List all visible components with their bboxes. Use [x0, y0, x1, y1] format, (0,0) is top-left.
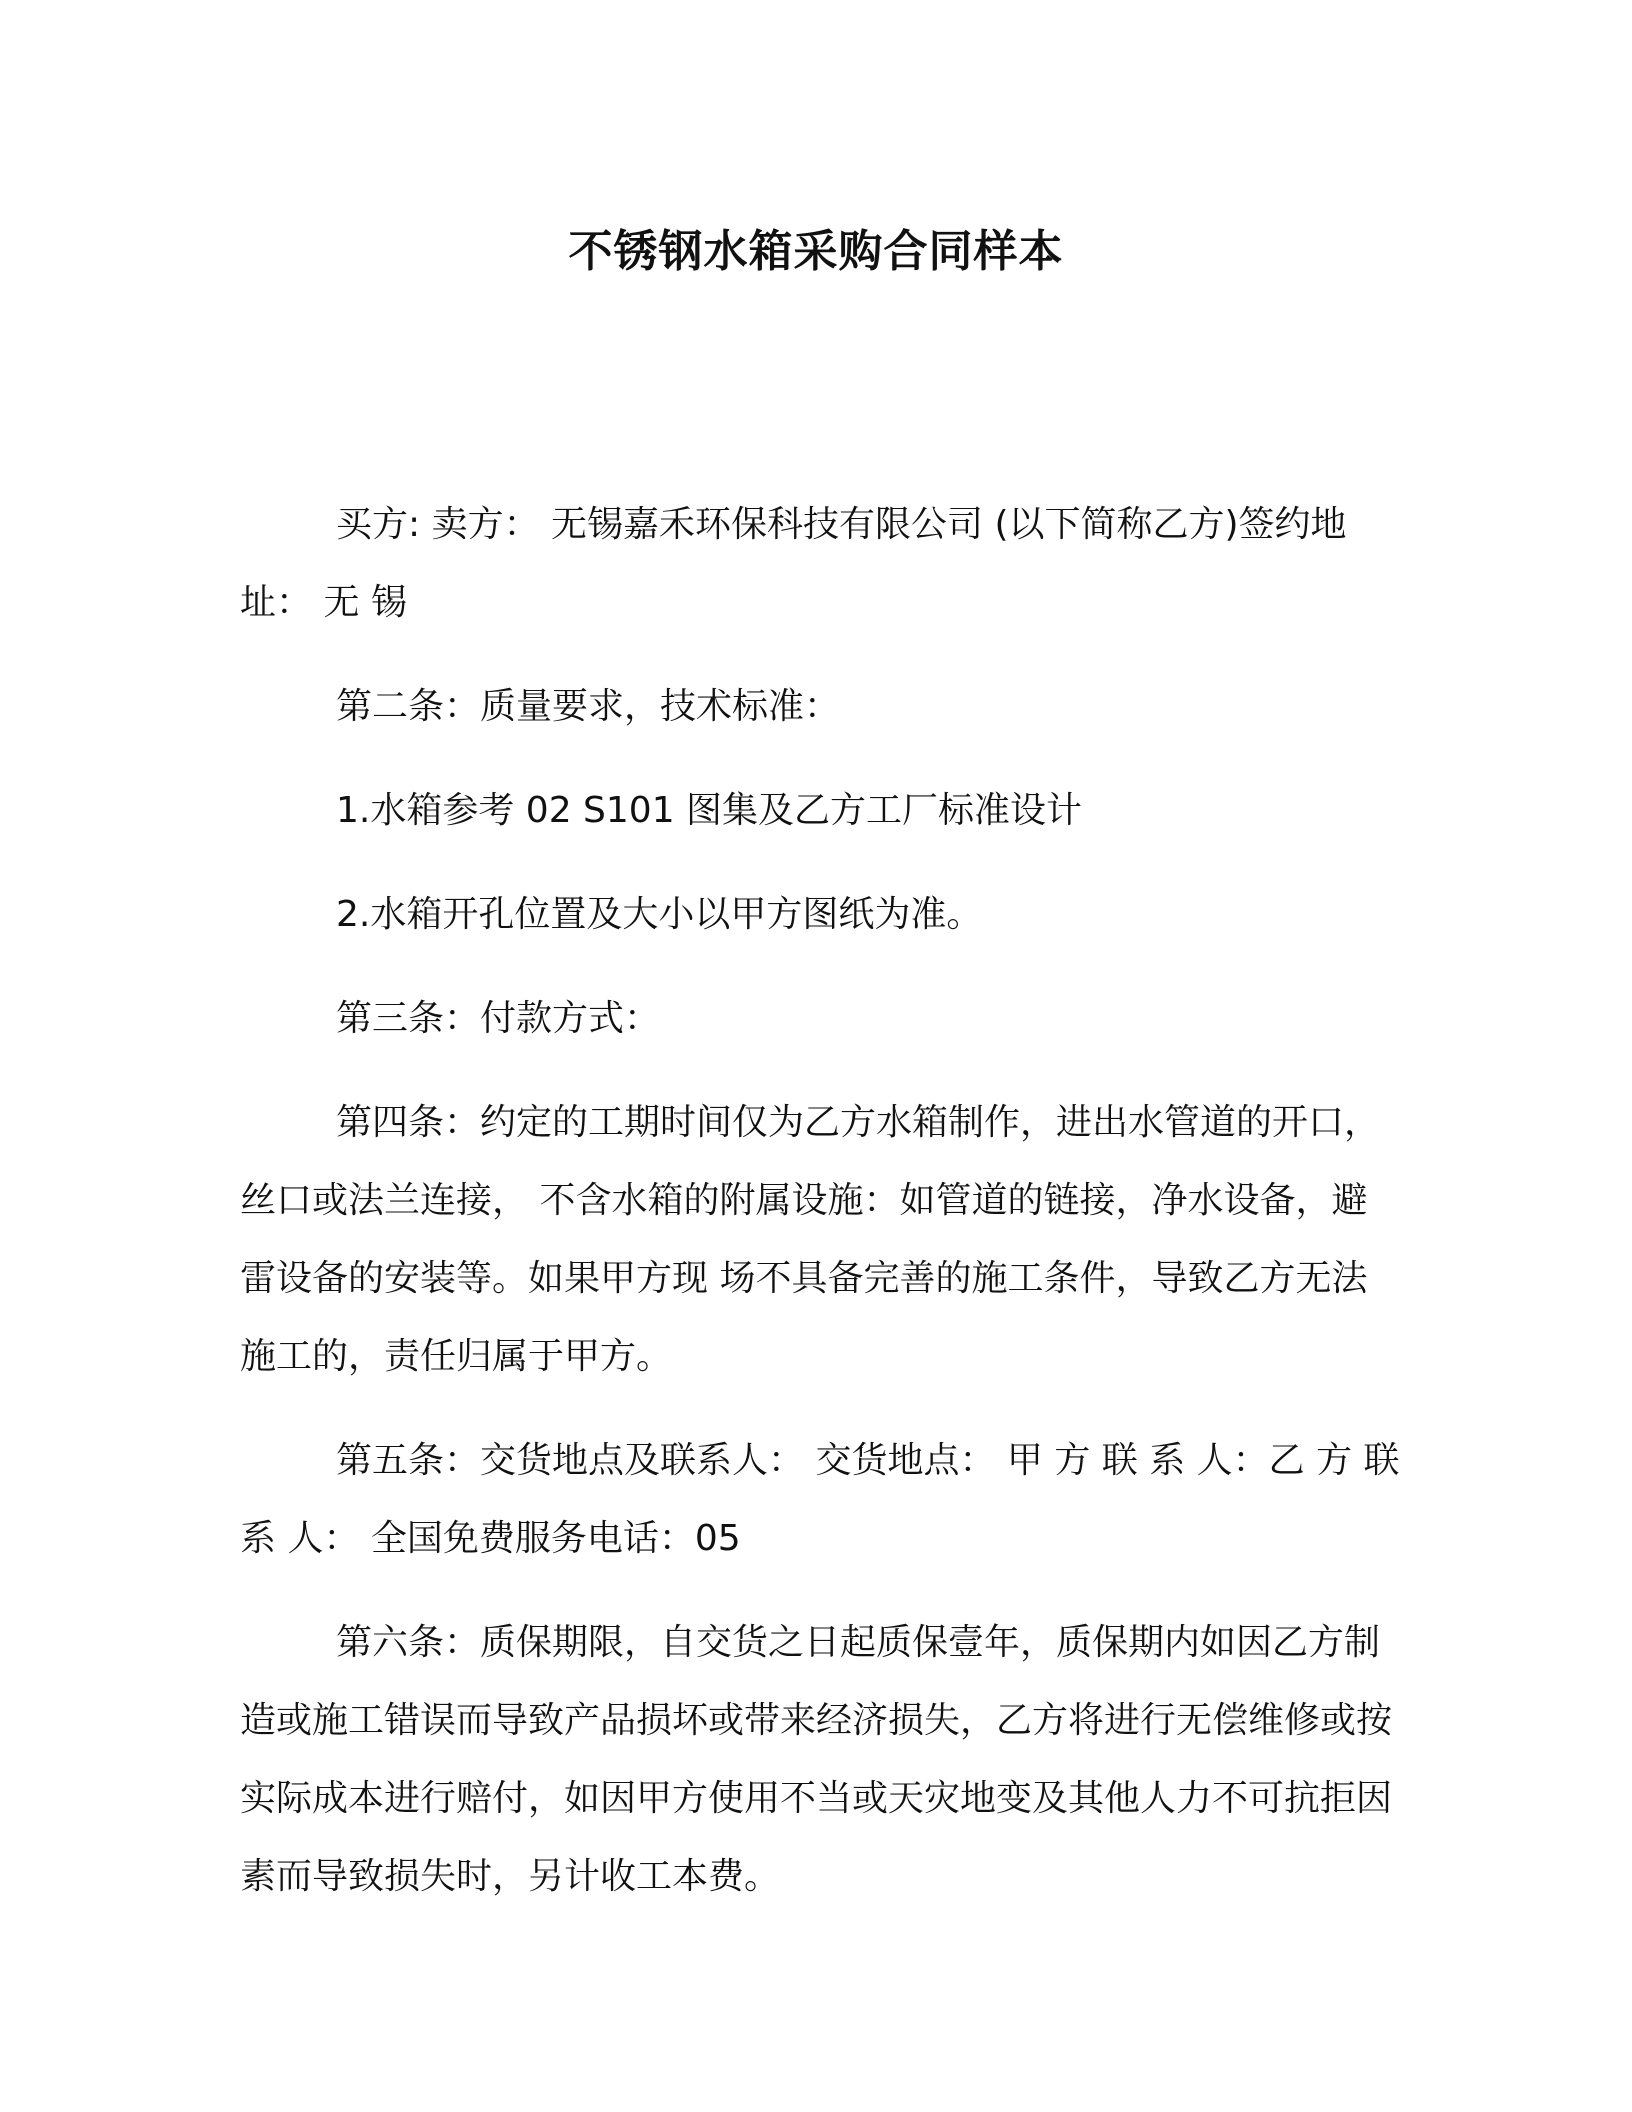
- paragraph-item-2: 2.水箱开孔位置及大小以甲方图纸为准。: [336, 894, 983, 935]
- paragraph-article-6: 第六条：质保期限，自交货之日起质保壹年，质保期内如因乙方制造或施工错误而导致产品损坏或带来经济损失，乙方将进行无偿维修或按实际成本进行赔付，如因甲方使用不当或天灾地变及其他人力不可抗拒因素而导致损失时，另计收工本费。: [240, 1622, 1393, 1897]
- paragraph-article-2: 第二条：质量要求，技术标准：: [336, 686, 841, 727]
- paragraph-parties: 买方: 卖方： 无锡嘉禾环保科技有限公司 (以下简称乙方)签约地址： 无 锡: [240, 504, 1347, 623]
- paragraph-article-3: 第三条：付款方式：: [336, 998, 661, 1039]
- paragraph-article-5: 第五条：交货地点及联系人： 交货地点： 甲 方 联 系 人：乙 方 联 系 人： 全国免费服务电话：05: [240, 1440, 1400, 1559]
- paragraph-item-1: 1.水箱参考 02 S101 图集及乙方工厂标准设计: [336, 790, 1083, 831]
- paragraph-article-4: 第四条：约定的工期时间仅为乙方水箱制作，进出水管道的开口，丝口或法兰连接， 不含水箱的附属设施：如管道的链接，净水设备，避雷设备的安装等。如果甲方现 场不具备完善的施工条件，导致乙方无法施工的，责任归属于甲方。: [240, 1102, 1381, 1377]
- document-title: 不锈钢水箱采购合同样本: [568, 226, 1064, 277]
- document-body: [240, 486, 1400, 1942]
